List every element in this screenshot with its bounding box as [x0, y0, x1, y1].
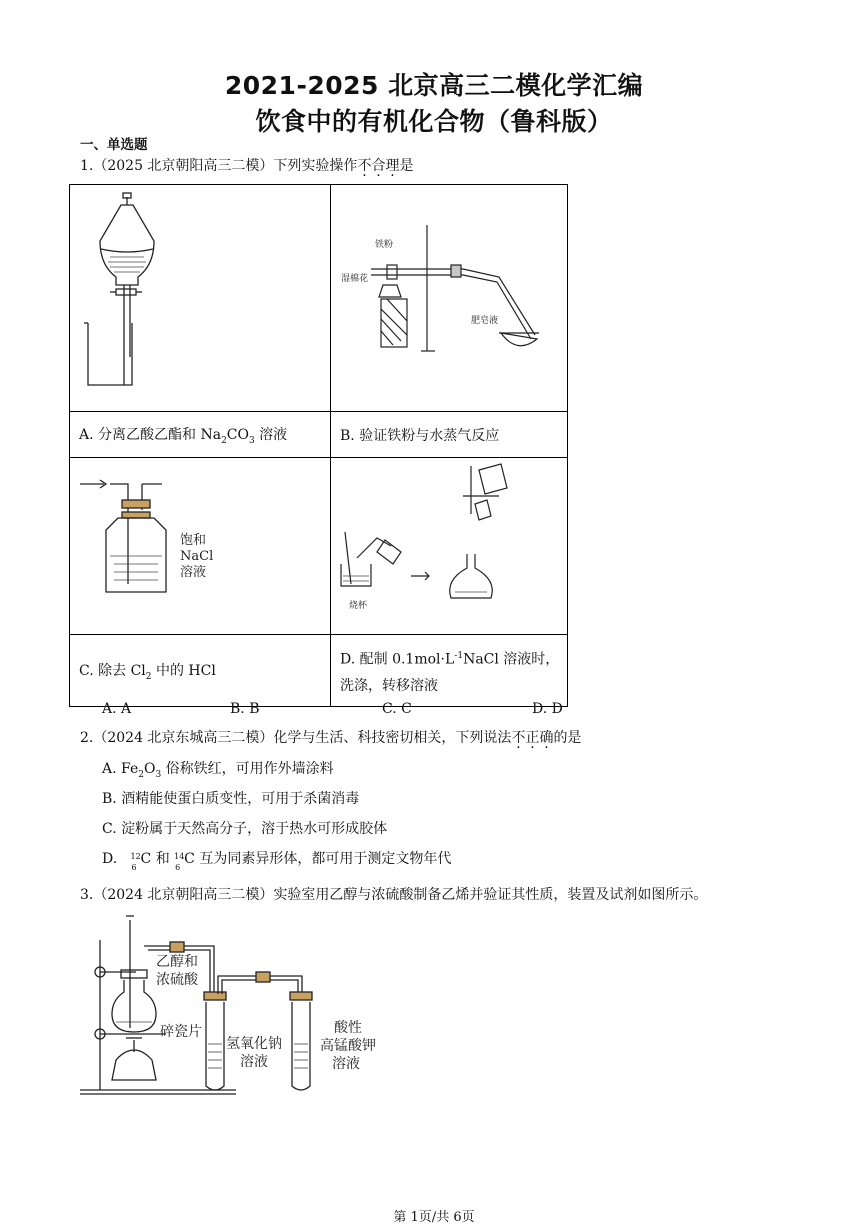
separatory-funnel-figure — [70, 185, 330, 407]
label-naoh: 氢氧化钠 — [226, 1036, 282, 1052]
b-label-iron: 铁粉 — [375, 240, 394, 250]
q1-option-a[interactable]: A. A — [102, 701, 132, 717]
q1-suffix: 是 — [399, 158, 414, 174]
question-1-table — [69, 184, 568, 707]
label-kmno4: 高锰酸钾 — [320, 1038, 376, 1054]
q2-option-d[interactable]: D. 12 6 C 和 14 6 C 互为同素异形体，都可用于测定文物年代 — [102, 851, 452, 872]
label-ethanol: 乙醇和 — [156, 954, 198, 970]
emphasis-char: 不 — [511, 730, 526, 746]
label-kmno4-solution: 溶液 — [332, 1056, 360, 1072]
q2-option-a[interactable]: A. $Fe_2O_3$ 俗称铁红，可用作外墙涂料 — [102, 761, 334, 780]
figure-c-cell — [70, 458, 331, 635]
question-1-stem — [80, 157, 413, 175]
iron-steam-figure — [331, 185, 567, 407]
figure-b-cell — [331, 185, 568, 412]
label-sulfuric-acid: 浓硫酸 — [156, 972, 198, 988]
emphasis-char: 理 — [385, 158, 400, 174]
option-a-caption: A. 分离乙酸乙酯和 $Na_2CO_3$ 溶液 — [70, 412, 331, 458]
q1-prefix: 1.（2025 北京朝阳高三二模）下列实验操作 — [80, 158, 358, 174]
page-footer: 第 1页/共 6页 — [393, 1210, 475, 1225]
label-chips: 碎瓷片 — [160, 1024, 202, 1040]
emphasis-char: 合 — [371, 158, 386, 174]
q1-emph — [357, 158, 399, 174]
c-label-saturated: 饱和 — [180, 533, 207, 548]
c-label-nacl: NaCl — [180, 549, 214, 564]
b-label-cotton: 湿棉花 — [341, 274, 369, 284]
ethylene-apparatus-figure — [76, 910, 396, 1106]
q1-option-d[interactable]: D. D — [532, 701, 563, 717]
c-label-solution: 溶液 — [180, 565, 207, 580]
label-acidic: 酸性 — [334, 1020, 362, 1036]
option-c-caption: C. 除去 $Cl_2$ 中的 HCl — [70, 635, 331, 707]
q1-option-c[interactable]: C. C — [382, 701, 412, 717]
gas-washing-bottle-figure — [70, 458, 330, 630]
section-heading: 一、单选题 — [80, 137, 148, 153]
emphasis-char: 正 — [525, 730, 540, 746]
volumetric-flask-figure — [331, 458, 567, 630]
question-3-stem: 3.（2024 北京朝阳高三二模）实验室用乙醇与浓硫酸制备乙烯并验证其性质，装置及试剂如图所示。 — [80, 887, 708, 903]
q2-option-b[interactable]: B. 酒精能使蛋白质变性，可用于杀菌消毒 — [102, 791, 360, 807]
emphasis-char: 不 — [357, 158, 372, 174]
option-b-caption: B. 验证铁粉与水蒸气反应 — [331, 412, 568, 458]
document-title-line2: 饮食中的有机化合物（鲁科版） — [255, 107, 613, 136]
figure-a-cell — [70, 185, 331, 412]
emphasis-char: 确 — [539, 730, 554, 746]
d-label-beaker: 烧杯 — [349, 601, 368, 611]
b-label-soap: 肥皂液 — [471, 316, 499, 326]
option-d-caption: D. 配制 $0.1mol\cdot L^{-1}NaCl$ 溶液时， 洗涤，转移溶液 — [331, 635, 568, 707]
question-2-stem: 2.（2024 北京东城高三二模）化学与生活、科技密切相关，下列说法不正确的是 — [80, 730, 582, 746]
q2-option-c[interactable]: C. 淀粉属于天然高分子，溶于热水可形成胶体 — [102, 821, 388, 837]
q1-option-b[interactable]: B. B — [230, 701, 260, 717]
label-naoh-solution: 溶液 — [240, 1054, 268, 1070]
document-title-line1: 2021-2025 北京高三二模化学汇编 — [224, 71, 644, 100]
figure-d-cell — [331, 458, 568, 635]
